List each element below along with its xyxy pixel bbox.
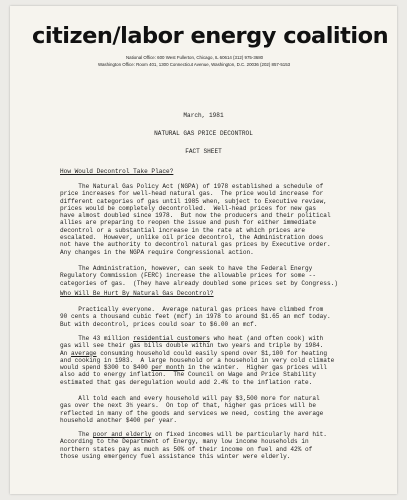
document-page	[10, 6, 397, 494]
text-line	[60, 335, 360, 342]
text-segment: consuming household could easily spend over $1,100 for heating	[96, 349, 327, 357]
text-line: allies are preparing to reopen the issue and push for either immediate	[60, 219, 316, 227]
text-line: 90 cents a thousand cubic feet (mcf) in 1978 to around $1.65 an mcf today.	[60, 313, 331, 321]
paragraph-poor-elderly	[60, 431, 360, 460]
paragraph-household-cost	[60, 395, 360, 424]
section-heading-decontrol: How Would Decontrol Take Place?	[60, 168, 174, 175]
document-date: March, 1981	[183, 112, 224, 119]
paragraph-practically-everyone	[60, 306, 360, 328]
text-line: The Natural Gas Policy Act (NGPA) of 1978 established a schedule of	[60, 183, 324, 190]
text-segment: who heat (and often cook) with	[209, 335, 324, 342]
text-line: But with decontrol, prices could soar to $6.00 an mcf.	[60, 320, 258, 328]
text-line	[60, 431, 360, 438]
text-segment: An	[60, 349, 71, 357]
emphasized-text: per month	[151, 364, 185, 372]
text-line: decontrol or a substantial increase in the rate at which prices are	[60, 226, 306, 234]
text-line: The Administration, however, can seek to have the Federal Energy	[60, 265, 313, 272]
text-line: Practically everyone. Average natural gas prices have climbed from	[60, 306, 324, 313]
text-line: household another $400 per year.	[60, 416, 178, 424]
text-line: not have the authority to decontrol natural gas prices by Executive order.	[60, 241, 331, 249]
text-line: different categories of gas until 1985 when, subject to Executive review,	[60, 197, 327, 205]
emphasized-text: poor and elderly	[92, 431, 152, 438]
text-line: categories of gas. (They have already doubled some prices set by Congress.)	[60, 279, 338, 287]
section-heading-who-hurt: Who Will Be Hurt By Natural Gas Decontrol?	[60, 290, 214, 297]
washington-office-address: Washington Office: Room 401, 1300 Connecticut Avenue, Washington, D.C. 20036 (202) 857-5153	[98, 62, 291, 67]
emphasized-text: average	[70, 349, 97, 357]
text-line: those using emergency fuel assistance this winter were elderly.	[60, 452, 291, 460]
text-line: also add to energy inflation. The Council on Wage and Price Stability	[60, 371, 316, 379]
text-segment: would spend $300 to $400	[60, 364, 152, 372]
text-line: According to the Department of Energy, many low income households in	[60, 438, 309, 446]
document-subtitle: FACT SHEET	[185, 148, 222, 155]
national-office-address: National Office: 600 West Fullerton, Chicago, IL 60614 (312) 975-3680	[126, 55, 264, 60]
text-line: escalated. However, unlike oil price decontrol, the Administration does	[60, 234, 324, 242]
org-name: citizen/labor energy coalition	[32, 23, 389, 49]
text-line: All told each and every household will pay $3,500 more for natural	[60, 395, 320, 402]
text-line: reflected in many of the goods and services we need, costing the average	[60, 409, 324, 417]
emphasized-text: residential customers	[133, 335, 210, 342]
text-line: price increases for well-head natural gas. The price would increase for	[60, 190, 324, 198]
text-segment: The	[60, 431, 93, 438]
text-line: prices would be completely decontrolled. Well-head prices for new gas	[60, 204, 316, 212]
paragraph-ngpa	[60, 183, 360, 256]
text-line: Any changes in the NGPA require Congressional action.	[60, 248, 254, 256]
text-line: and cooking in 1983. A large household or a household in very cold climate	[60, 356, 335, 364]
text-line: estimated that gas deregulation would add 2.4% to the inflation rate.	[60, 378, 313, 386]
paragraph-residential-customers	[60, 335, 360, 386]
document-title: NATURAL GAS PRICE DECONTROL	[154, 130, 253, 137]
text-line	[60, 350, 360, 357]
text-line: northern states pay as much as 50% of their income on fuel and 42% of	[60, 445, 313, 453]
text-segment: in the winter. Higher gas prices will	[184, 364, 327, 372]
text-segment: on fixed incomes will be particularly hard hit.	[151, 431, 327, 438]
text-line: have almost doubled since 1978. But now the producers and their political	[60, 212, 331, 220]
paragraph-ferc	[60, 265, 360, 287]
text-line	[60, 364, 360, 371]
text-line: gas over the next 3½ years. On top of that, higher gas prices will be	[60, 402, 316, 410]
text-line: gas will see their gas bills double within two years and triple by 1984.	[60, 342, 324, 350]
text-line: Regulatory Commission (FERC) increase the allowable prices for some --	[60, 272, 316, 280]
text-segment: The 43 million	[60, 335, 134, 342]
